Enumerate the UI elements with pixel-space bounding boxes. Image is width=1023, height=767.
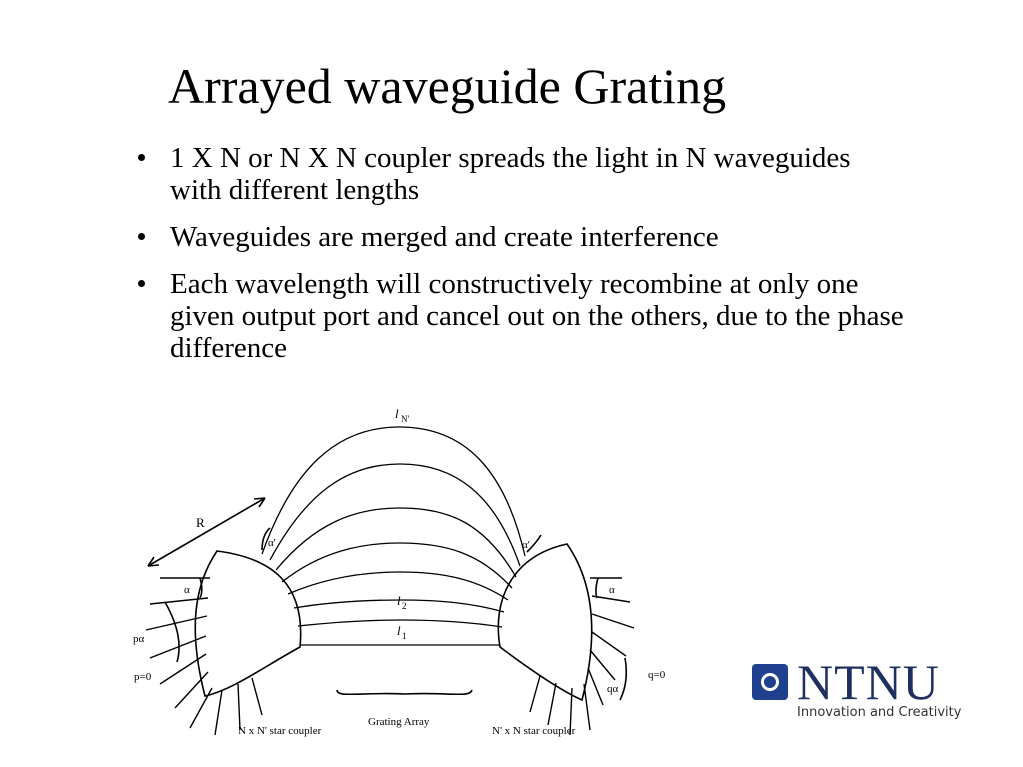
radius-arrow [148,498,265,566]
bullet-item [128,268,908,364]
alpha-prime-left-label: α' [268,537,276,549]
left-port-lines [146,578,262,735]
right-port-lines [530,578,634,735]
bullet-text: Waveguides are merged and create interference [170,221,719,253]
bullet-item [128,221,908,253]
radius-label: R [196,515,205,530]
left-coupler-label: N x N' star coupler [238,725,322,737]
bullet-item [128,142,908,206]
left-star-coupler [195,551,300,696]
awg-diagram [125,400,685,750]
l1-label: l [397,623,401,638]
q-alpha-arc [620,658,626,700]
right-star-coupler [498,544,591,700]
q-alpha-label: qα [607,683,619,695]
p-alpha-arc [165,602,179,662]
l1-sub: 1 [402,631,407,641]
bullet-dot-icon [138,154,145,161]
bullet-text: Each wavelength will constructively recombine at only one given output port and cancel out on the others, due to the phase difference [170,268,904,364]
l2-label: l [397,593,401,608]
bullet-list [128,142,908,379]
bullet-text: 1 X N or N X N coupler spreads the light in N waveguides with different lengths [170,142,851,206]
slide-title: Arrayed waveguide Grating [168,58,727,114]
logo-tagline: Innovation and Creativity [797,705,962,720]
bullet-dot-icon [138,280,145,287]
logo-name: NTNU [797,654,940,710]
grating-array-label: Grating Array [368,716,430,728]
p-alpha-label: pα [133,633,145,645]
alpha-right-label: α [609,584,615,596]
l2-sub: 2 [402,601,407,611]
q-zero-label: q=0 [648,669,666,681]
right-coupler-label: N' x N star coupler [492,725,576,737]
alpha-left-label: α [184,584,190,596]
bullet-dot-icon [138,233,145,240]
ntnu-logo [752,654,967,726]
grating-array-brace [337,690,472,694]
alpha-prime-right-label: α' [522,539,530,551]
p-zero-label: p=0 [134,671,152,683]
ntnu-logo-icon [752,664,788,700]
waveguide-array [262,427,525,645]
top-length-sub: N' [401,414,410,424]
alpha-right-arc [596,578,598,598]
top-length-label: l [395,406,399,421]
